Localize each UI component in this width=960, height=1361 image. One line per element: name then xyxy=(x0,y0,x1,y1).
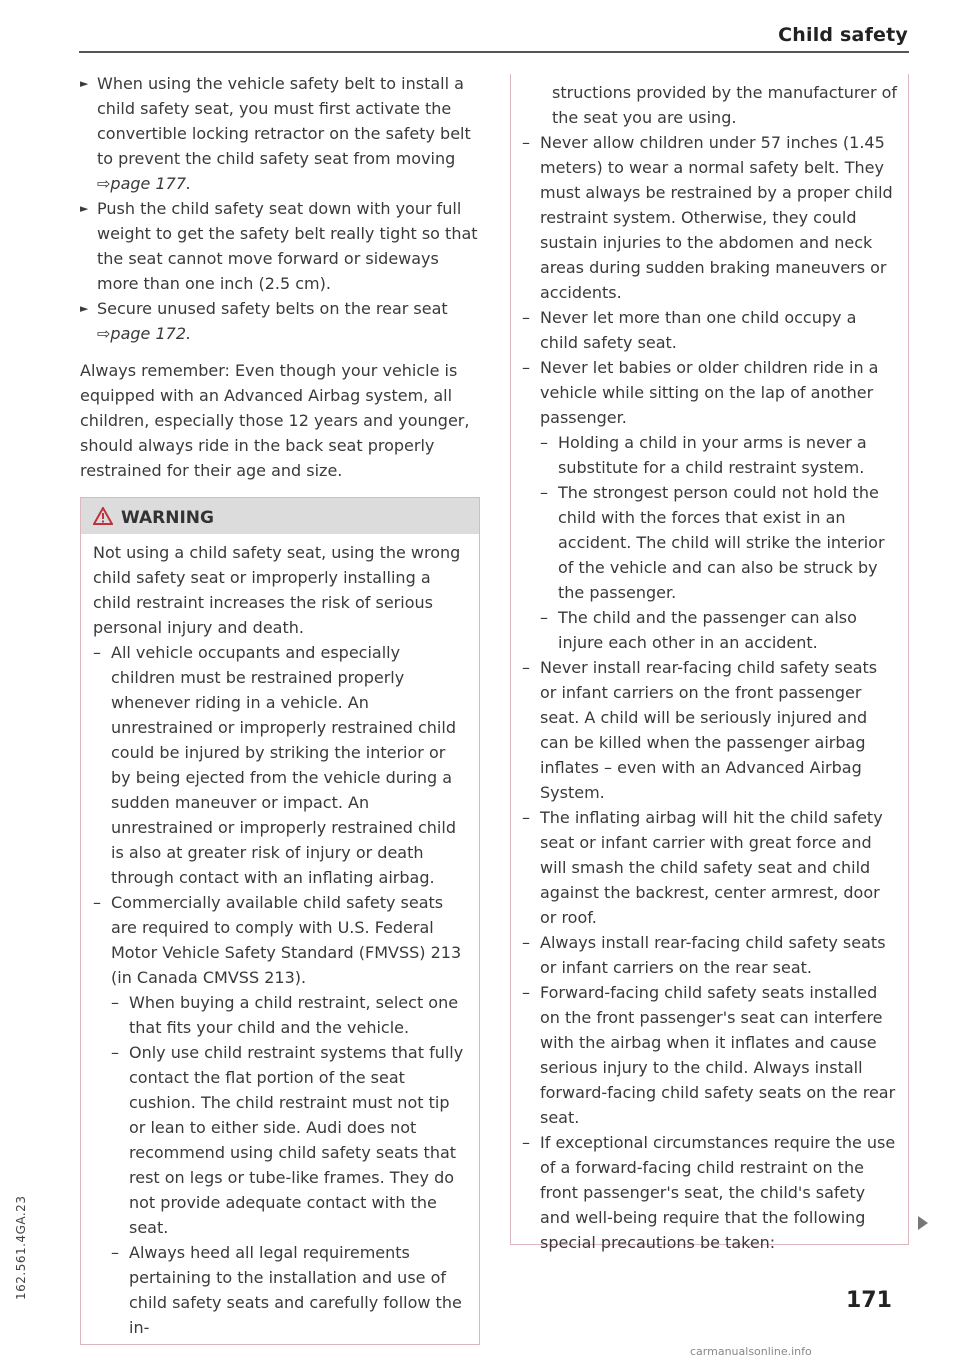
list-item-text: The child and the passenger can also injure each other in an accident. xyxy=(558,608,857,652)
list-item-text: The inflating airbag will hit the child safety seat or infant carrier with great force and will smash the child safety seat and child against the backrest, center armrest, door or roof. xyxy=(540,808,883,927)
list-subitem xyxy=(522,480,898,605)
bullet-arrow-icon: ► xyxy=(80,202,89,215)
dash-marker: – xyxy=(93,893,101,912)
warning-continuation: structions provided by the manufacturer of the seat you are using. xyxy=(552,83,898,127)
dash-marker: – xyxy=(111,1243,119,1262)
list-item-text: Never let babies or older children ride in a vehicle while sitting on the lap of another passenger. xyxy=(540,358,879,427)
list-item xyxy=(522,355,898,430)
dash-marker: – xyxy=(111,993,119,1012)
bullet-arrow-icon: ► xyxy=(80,77,89,90)
dash-marker: – xyxy=(522,358,530,377)
page-reference-link[interactable]: ⇨page 172. xyxy=(97,324,192,343)
page-reference-link[interactable]: ⇨page 177. xyxy=(97,174,192,193)
list-item-text: Forward-facing child safety seats installed on the front passenger's seat can interfere with the airbag when it inflates and cause serious injury to the child. Always install forward-facing child safety seats on the rear seat. xyxy=(540,983,896,1127)
list-item-text: Commercially available child safety seats are required to comply with U.S. Federal Motor Vehicle Safety Standard (FMVSS) 213 (in Canada CMVSS 213). xyxy=(111,893,462,987)
dash-marker: – xyxy=(522,1133,530,1152)
dash-marker: – xyxy=(522,933,530,952)
warning-title: WARNING xyxy=(121,508,214,528)
bullet-item xyxy=(80,296,480,346)
right-column xyxy=(510,80,908,1255)
list-item-text: When buying a child restraint, select one that fits your child and the vehicle. xyxy=(129,993,459,1037)
list-item xyxy=(93,640,469,890)
left-column xyxy=(80,71,480,1345)
list-item xyxy=(522,805,898,930)
dash-marker: – xyxy=(540,483,548,502)
list-subitem xyxy=(93,1040,469,1240)
list-item xyxy=(522,130,898,305)
dash-marker: – xyxy=(522,308,530,327)
dash-marker: – xyxy=(540,608,548,627)
list-item-text: All vehicle occupants and especially children must be restrained properly whenever riding in a vehicle. An unrestrained or improperly restrained child could be injured by striking the interior or by being ejected from the vehicle during a sudden maneuver or impact. An unrestrained or improperly restrained child is also at greater risk of injury or death through contact with an inflating airbag. xyxy=(111,643,456,887)
list-subitem xyxy=(93,990,469,1040)
document-code: 162.561.4GA.23 xyxy=(14,1195,28,1300)
list-item xyxy=(522,1130,898,1255)
list-item-text: Never install rear-facing child safety seats or infant carriers on the front passenger seat. A child will be seriously injured and can be killed when the passenger airbag inflates – even with an Advanced Airbag System. xyxy=(540,658,878,802)
list-item xyxy=(522,930,898,980)
list-item xyxy=(522,980,898,1130)
bullet-arrow-icon: ► xyxy=(80,302,89,315)
list-item-text: Always install rear-facing child safety seats or infant carriers on the rear seat. xyxy=(540,933,886,977)
warning-header xyxy=(81,498,479,534)
dash-marker: – xyxy=(93,643,101,662)
dash-marker: – xyxy=(522,658,530,677)
list-item xyxy=(93,890,469,990)
list-item-text: Always heed all legal requirements pertaining to the installation and use of child safety seats and carefully follow the in- xyxy=(129,1243,462,1337)
continue-arrow-icon xyxy=(918,1216,928,1230)
list-item-text: Only use child restraint systems that fully contact the flat portion of the seat cushion. The child restraint must not tip or lean to either side. Audi does not recommend using child safety seats that rest on legs or tube-like frames. They do not provide adequate contact with the seat. xyxy=(129,1043,464,1237)
dash-marker: – xyxy=(522,133,530,152)
section-title: Child safety xyxy=(778,24,908,46)
list-item-text: Holding a child in your arms is never a substitute for a child restraint system. xyxy=(558,433,867,477)
body-paragraph: Always remember: Even though your vehicle is equipped with an Advanced Airbag system, all children, especially those 12 years and younger, should always ride in the back seat properly restrained for their age and size. xyxy=(80,361,470,480)
list-subitem xyxy=(522,605,898,655)
list-subitem xyxy=(522,430,898,480)
dash-marker: – xyxy=(111,1043,119,1062)
bullet-text: When using the vehicle safety belt to install a child safety seat, you must first activate the convertible locking retractor on the safety belt to prevent the child safety seat from moving xyxy=(97,74,471,168)
list-item-text: Never let more than one child occupy a child safety seat. xyxy=(540,308,857,352)
warning-body xyxy=(81,534,479,1344)
list-item xyxy=(522,305,898,355)
warning-triangle-icon xyxy=(93,507,113,525)
bullet-item xyxy=(80,196,480,296)
header-rule xyxy=(79,51,909,53)
bullet-text: Push the child safety seat down with your full weight to get the safety belt really tight so that the seat cannot move forward or sideways more than one inch (2.5 cm). xyxy=(97,199,478,293)
list-item-text: Never allow children under 57 inches (1.45 meters) to wear a normal safety belt. They must always be restrained by a proper child restraint system. Otherwise, they could sustain injuries to the abdomen and neck areas during sudden braking maneuvers or accidents. xyxy=(540,133,893,302)
list-item xyxy=(522,655,898,805)
dash-marker: – xyxy=(522,808,530,827)
watermark: carmanualsonline.info xyxy=(690,1345,812,1358)
bullet-item xyxy=(80,71,480,196)
warning-box xyxy=(80,497,480,1345)
page-number: 171 xyxy=(846,1288,892,1313)
list-item-text: The strongest person could not hold the child with the forces that exist in an accident. The child will strike the interior of the vehicle and can also be struck by the passenger. xyxy=(558,483,885,602)
bullet-text: Secure unused safety belts on the rear seat xyxy=(97,299,448,318)
warning-intro: Not using a child safety seat, using the wrong child safety seat or improperly installing a child restraint increases the risk of serious personal injury and death. xyxy=(93,543,461,637)
dash-marker: – xyxy=(522,983,530,1002)
dash-marker: – xyxy=(540,433,548,452)
list-subitem xyxy=(93,1240,469,1344)
list-item-text: If exceptional circumstances require the use of a forward-facing child restraint on the front passenger's seat, the child's safety and well-being require that the following special precautions be taken: xyxy=(540,1133,896,1252)
